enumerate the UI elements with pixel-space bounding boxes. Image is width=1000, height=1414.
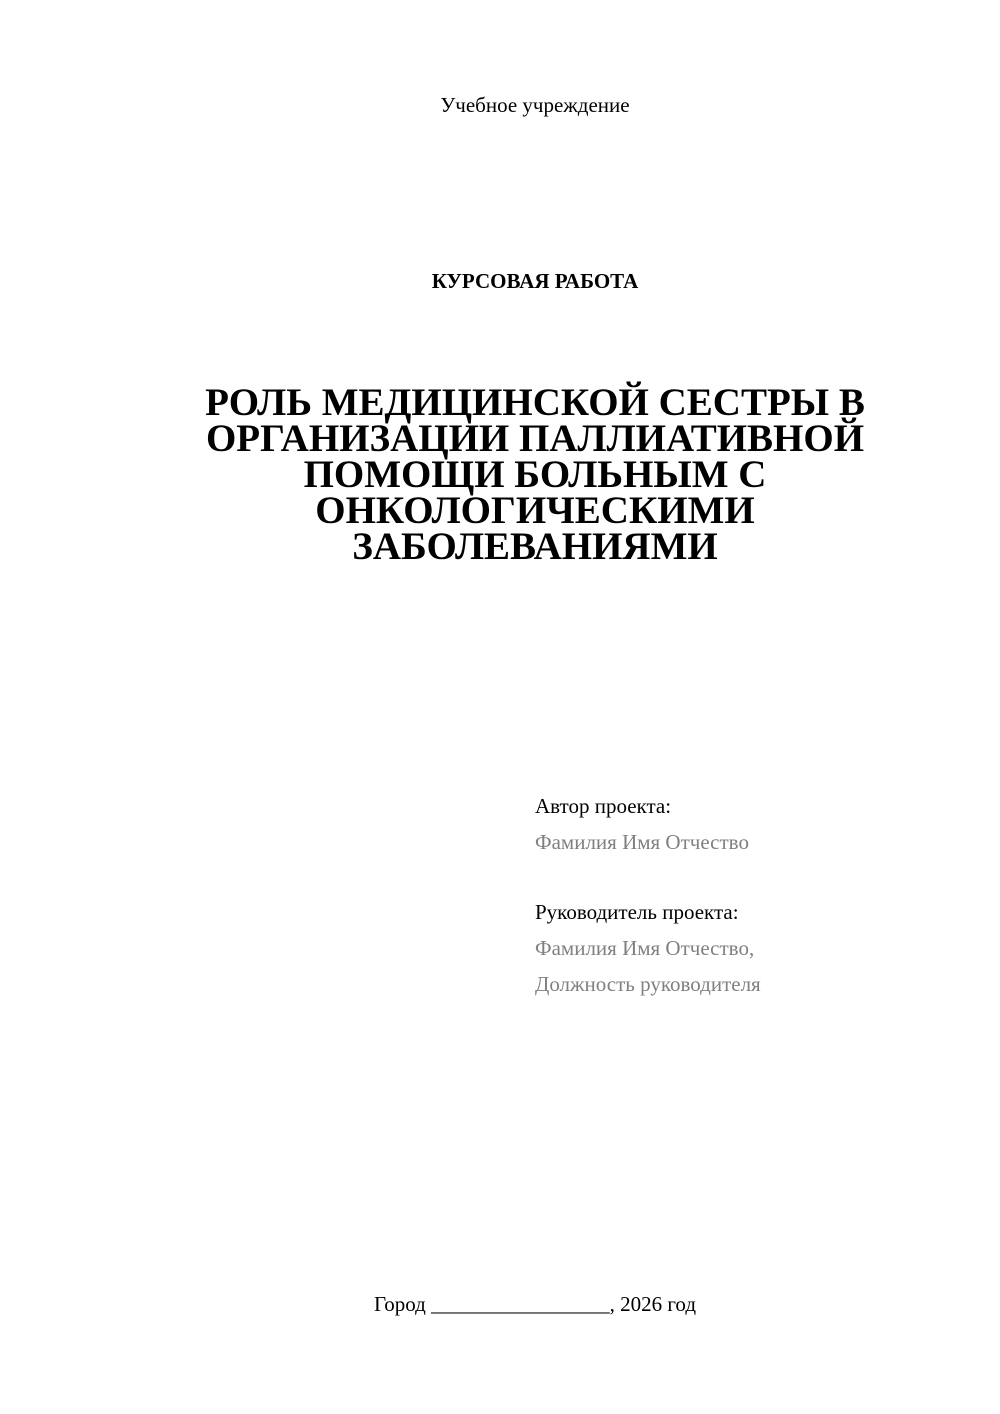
document-title <box>195 381 875 568</box>
institution-name: Учебное учреждение <box>440 93 630 117</box>
document-type: КУРСОВАЯ РАБОТА <box>431 269 639 293</box>
title-line: ЗАБОЛЕВАНИЯМИ <box>352 525 718 568</box>
title-line: ОРГАНИЗАЦИИ ПАЛЛИАТИВНОЙ <box>205 417 865 460</box>
title-line: РОЛЬ МЕДИЦИНСКОЙ СЕСТРЫ В <box>205 381 865 424</box>
title-line: ОНКОЛОГИЧЕСКИМИ <box>315 489 755 532</box>
city-year-line: Город _________________, 2026 год <box>373 1292 697 1316</box>
supervisor-name-placeholder: Фамилия Имя Отчество, <box>535 936 755 960</box>
supervisor-position-placeholder: Должность руководителя <box>535 972 761 996</box>
title-line: ПОМОЩИ БОЛЬНЫМ С <box>303 453 767 496</box>
author-label: Автор проекта: <box>535 794 672 818</box>
supervisor-block <box>535 894 975 1002</box>
supervisor-label: Руководитель проекта: <box>535 900 739 924</box>
author-name-placeholder: Фамилия Имя Отчество <box>535 830 749 854</box>
author-block <box>535 788 975 860</box>
